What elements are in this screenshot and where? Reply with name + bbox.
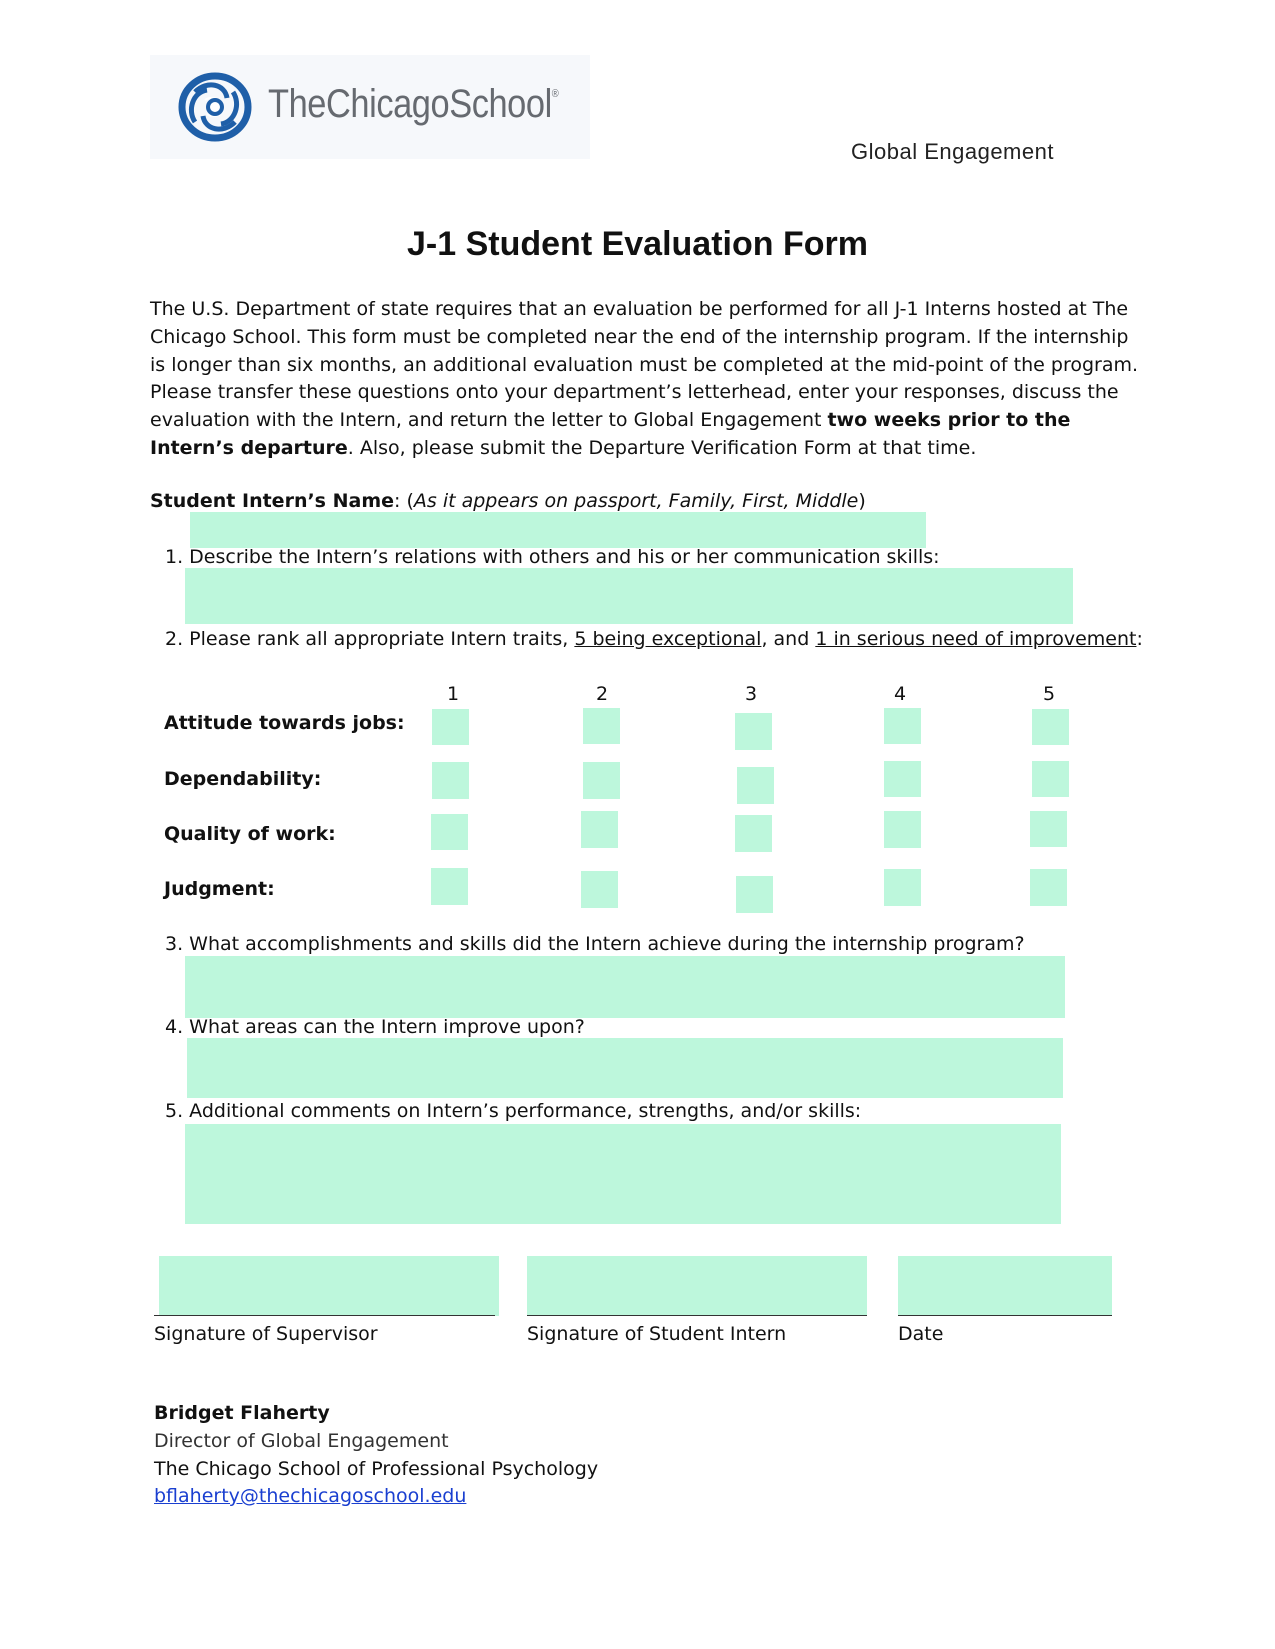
- scale-4: 4: [893, 683, 907, 705]
- scale-5: 5: [1042, 683, 1056, 705]
- scale-3: 3: [744, 683, 758, 705]
- question-4: 4. What areas can the Intern improve upon?: [165, 1016, 585, 1038]
- page-title: J-1 Student Evaluation Form: [407, 225, 868, 263]
- rating-attitude-5[interactable]: [1032, 709, 1069, 745]
- contact-organization: The Chicago School of Professional Psychology: [154, 1458, 599, 1480]
- date-line: [898, 1315, 1112, 1316]
- question-1: 1. Describe the Intern’s relations with others and his or her communication skills:: [165, 546, 940, 568]
- q1-response-field[interactable]: [185, 568, 1073, 624]
- rating-quality-5[interactable]: [1030, 811, 1067, 847]
- question-5: 5. Additional comments on Intern’s performance, strengths, and/or skills:: [165, 1100, 862, 1122]
- date-field[interactable]: [898, 1256, 1112, 1316]
- student-name-label: Student Intern’s Name: (As it appears on passport, Family, First, Middle): [150, 490, 866, 512]
- supervisor-signature-field[interactable]: [159, 1256, 499, 1316]
- logo-wordmark: TheChicagoSchool®: [268, 82, 559, 126]
- trait-attitude: Attitude towards jobs:: [164, 712, 405, 734]
- supervisor-signature-line: [154, 1315, 495, 1316]
- scale-2: 2: [595, 683, 609, 705]
- trait-dependability: Dependability:: [164, 768, 322, 790]
- rating-attitude-1[interactable]: [432, 709, 469, 745]
- rating-quality-4[interactable]: [884, 811, 921, 848]
- date-label: Date: [898, 1323, 944, 1345]
- question-3: 3. What accomplishments and skills did the Intern achieve during the internship program?: [165, 933, 1025, 955]
- rating-dependability-4[interactable]: [884, 761, 921, 797]
- rating-dependability-5[interactable]: [1032, 761, 1069, 797]
- department-name: Global Engagement: [851, 139, 1054, 164]
- contact-role: Director of Global Engagement: [154, 1430, 449, 1452]
- q4-response-field[interactable]: [187, 1038, 1063, 1098]
- rating-attitude-2[interactable]: [583, 708, 620, 744]
- question-2: 2. Please rank all appropriate Intern traits, 5 being exceptional, and 1 in serious need of improvement:: [165, 628, 1143, 650]
- trait-quality: Quality of work:: [164, 823, 336, 845]
- rating-judgment-1[interactable]: [431, 868, 468, 905]
- rating-attitude-4[interactable]: [884, 708, 921, 744]
- rating-attitude-3[interactable]: [735, 713, 772, 750]
- intro-paragraph: The U.S. Department of state requires that an evaluation be performed for all J-1 Interns hosted at The Chicago School. This form must be completed near the end of the internship program. If the internship is longer than six months, an additional evaluation must be completed at the mid-point of the program. Please transfer these questions onto your department’s letterhead, enter your responses, discuss the evaluation with the Intern, and return the letter to Global Engagement two weeks prior to the Intern’s departure. Also, please submit the Departure Verification Form at that time.: [150, 298, 1139, 459]
- rating-dependability-1[interactable]: [432, 762, 469, 799]
- trait-judgment: Judgment:: [164, 878, 275, 900]
- contact-email-link[interactable]: bflaherty@thechicagoschool.edu: [154, 1485, 467, 1507]
- supervisor-signature-label: Signature of Supervisor: [154, 1323, 378, 1345]
- scale-1: 1: [446, 683, 460, 705]
- student-signature-line: [527, 1315, 867, 1316]
- student-signature-field[interactable]: [527, 1256, 867, 1316]
- contact-name: Bridget Flaherty: [154, 1402, 330, 1424]
- rating-quality-3[interactable]: [735, 815, 772, 852]
- rating-quality-1[interactable]: [431, 814, 468, 850]
- rating-judgment-3[interactable]: [736, 876, 773, 913]
- student-name-field[interactable]: [190, 512, 926, 548]
- chicago-school-logo-icon: [175, 70, 255, 144]
- rating-judgment-2[interactable]: [581, 871, 618, 908]
- q3-response-field[interactable]: [185, 956, 1065, 1018]
- rating-dependability-2[interactable]: [583, 762, 620, 799]
- q5-response-field[interactable]: [185, 1124, 1061, 1224]
- rating-judgment-4[interactable]: [884, 869, 921, 906]
- student-signature-label: Signature of Student Intern: [527, 1323, 787, 1345]
- rating-quality-2[interactable]: [581, 811, 618, 848]
- rating-dependability-3[interactable]: [737, 767, 774, 804]
- rating-judgment-5[interactable]: [1030, 869, 1067, 906]
